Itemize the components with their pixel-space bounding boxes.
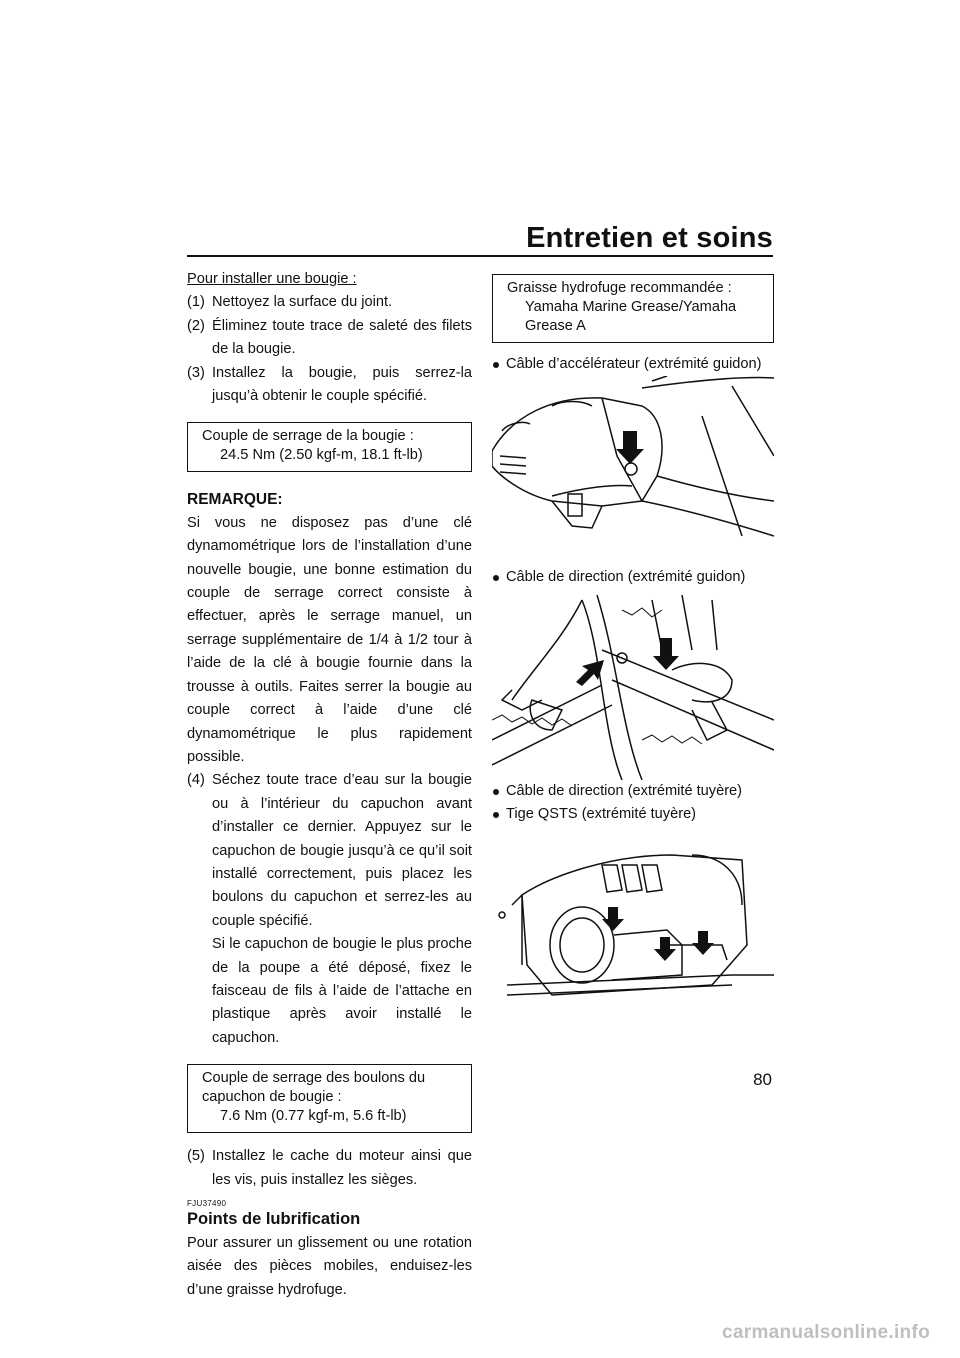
bullet-dot-icon [493,789,499,795]
page-number: 80 [753,1070,772,1089]
section-code: FJU37490 [187,1199,227,1208]
step-3: (3) Installez la bougie, puis serrez-la jusqu’à obtenir le couple spécifié. [187,364,472,405]
bullet-qsts-rod: Tige QSTS (extrémité tuyère) [492,803,774,826]
note-title: REMARQUE: [187,491,283,509]
bullet-dot-icon [493,362,499,368]
step-2: (2) Éliminez toute trace de saleté des filets de la bougie. [187,317,472,358]
nozzle-illustration [492,835,774,1005]
grease-label: Graisse hydrofuge recommandée : [507,280,732,296]
spec-box-spark-plug-torque [187,422,472,472]
bullet-steering-cable-handlebar: Câble de direction (extrémité guidon) [492,566,774,589]
bullet-dot-icon [493,812,499,818]
note-text: Si vous ne disposez pas d’une clé dynamométrique lors de l’installation d’une nouvelle bougie, une bonne estimation du couple de serrage correct consiste à effectuer, après le serrage manuel, un serrage supplémentaire de 1/4 à 1/2 tour à l’aide de la clé à bougie fournie dans la trousse à outils. Faites serrer la bougie au couple correct à l’aide d’une clé dynamométrique le plus rapidement possible. [187,514,472,765]
footer-watermark: carmanualsonline.info [722,1322,930,1343]
spec-value: 24.5 Nm (2.50 kgf-m, 18.1 ft-lb) [220,447,423,464]
section-text: Pour assurer un glissement ou une rotation aisée des pièces mobiles, enduisez-les d’une graisse hydrofuge. [187,1235,472,1298]
install-heading: Pour installer une bougie : [187,271,357,287]
grease-box [492,274,774,343]
spec-value: 7.6 Nm (0.77 kgf-m, 5.6 ft-lb) [220,1108,407,1125]
step-5: (5) Installez le cache du moteur ainsi que les vis, puis installez les sièges. [187,1148,472,1188]
spec-box-cap-bolt-torque [187,1064,472,1133]
throttle-cable-illustration [492,376,774,566]
step-1: (1) Nettoyez la surface du joint. [187,294,393,311]
bullet-steering-cable-nozzle: Câble de direction (extrémité tuyère) [492,780,774,803]
section-title: Points de lubrification [187,1210,361,1228]
spec-label: Couple de serrage des boulons du capuchon de bougie : [202,1070,426,1106]
right-column [492,268,774,1005]
step-4-continued: Si le capuchon de bougie le plus proche de la poupe a été déposé, fixez le faisceau de fils à l’aide de l’attache en plastique après avoir installé le capuchon. [212,936,472,1046]
bullet-dot-icon [493,575,499,581]
header-rule [187,255,773,257]
bullet-throttle-cable: Câble d’accélérateur (extrémité guidon) [492,353,774,376]
spec-label: Couple de serrage de la bougie : [202,428,414,445]
left-column [187,268,472,1302]
page-title: Entretien et soins [526,222,773,254]
step-4: (4) Séchez toute trace d’eau sur la bougie ou à l’intérieur du capuchon avant d’installer ce dernier. Appuyez sur le capuchon de bougie jusqu’à ce qu’il soit installé correctement, puis placez les boulons du capuchon et serrez-les au couple spécifié. [187,772,472,929]
steering-cable-handlebar-illustration [492,590,774,780]
grease-value: Yamaha Marine Grease/Yamaha Grease A [525,299,737,334]
